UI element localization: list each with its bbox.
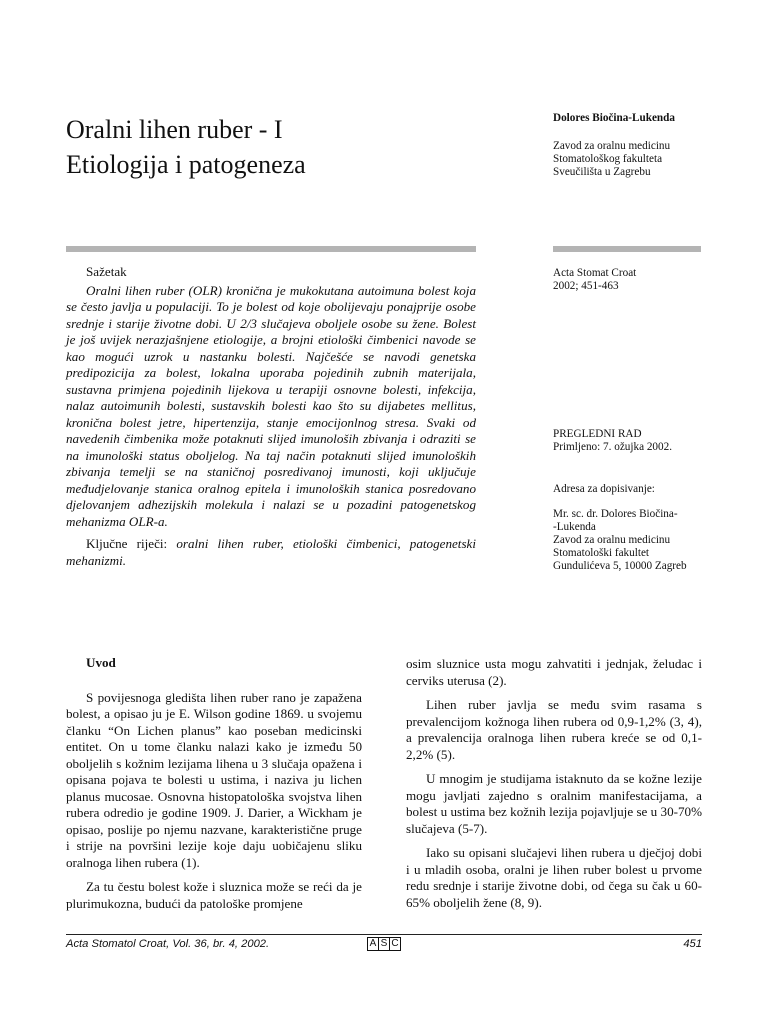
body-paragraph: U mnogim je studijama istaknuto da se kožne lezije mogu javljati zajedno s oralnim manifestacijama, a bolest u ustima bez kožnih lezija pojavljuje se u 30-70% slučajeva (5-7). [406,771,702,836]
header-divider-left [66,246,476,252]
address-line: Zavod za oralnu medicinu [553,534,671,546]
journal-name: Acta Stomat Croat [553,267,637,279]
footer-divider [66,934,702,935]
logo-letter: A [367,937,379,951]
footer-journal-reference: Acta Stomatol Croat, Vol. 36, br. 4, 2002. [66,938,270,950]
body-paragraph: Lihen ruber javlja se među svim rasama s prevalencijom kožnoga lihen rubera od 0,9-1,2% (3, 4), a prevalencija oralnoga lihen rubera kreće se od 0,1-2,2% (5). [406,697,702,762]
body-column-left [66,655,362,920]
abstract-text: Oralni lihen ruber (OLR) kronična je mukokutana autoimuna bolest koja se često javlja u populaciji. To je bolest od koje obolijevaju ponajprije osobe srednje i starije životne dobi. U 2/3 slučajeva oboljele osobe su žene. Bolest je još uvijek nerazjašnjene etiologije, a brojni etiološki čimbenici navode se kao mogući uzrok u nastanku bolesti. Najčešće se navodi genetska predipozicija za bolest, lokalna uporaba pojedinih zubnih materijala, sustavna primjena pojedinih lijekova u terapiji osnovne bolesti, infekcija, nalaz autoimunih bolesti, sustavskih bolesti kao što su dijabetes mellitus, kronična bolest jetre, hipertenzija, stanje emocijonlnog stresa. Svaki od navedenih čimbenika može potaknuti slijed imunološih zbivanja i odraziti se na imunološki status oboljelog. Na taj način potaknuti slijed imunoloških zbivanja temelji se na staničnoj posredivanoj imunosti, koji uključuje međudjelovanje stanica oralnog epitela i imunoloških stanica posredovano djelovanjem adhezijskih molekula i nalazi se u pozadini patogenetskog mehanizma OLR-a. [66,282,476,529]
journal-pages: 2002; 451-463 [553,280,619,292]
title-line-2: Etiologija i patogeneza [66,150,306,179]
logo-letter: C [389,937,401,951]
paper-type-block [553,428,713,454]
section-heading: Uvod [86,655,116,670]
title-line-1: Oralni lihen ruber - I [66,115,283,144]
abstract-heading: Sažetak [86,264,127,279]
affiliation-line: Zavod za oralnu medicinu [553,140,671,152]
address-line: -Lukenda [553,521,596,533]
keywords [66,536,476,569]
body-paragraph-continued: osim sluznice usta mogu zahvatiti i jednjak, želudac i cerviks uterusa (2). [406,656,702,688]
page-number: 451 [683,938,702,950]
address-line: Gundulićeva 5, 10000 Zagreb [553,560,687,572]
correspondence-address [553,508,713,573]
affiliation-line: Sveučilišta u Zagrebu [553,166,651,178]
abstract [66,264,476,569]
body-paragraph: Iako su opisani slučajevi lihen rubera u dječjoj dobi i u mladih osoba, oralni je lihen ruber bolest u prvome redu srednje i starije životne dobi, od čega su čak u 60-65% oboljelih žene (8, 9). [406,845,702,910]
author-name: Dolores Biočina-Lukenda [553,112,675,124]
keywords-text: oralni lihen ruber, etiološki čimbenici, patogenetski mehanizmi. [66,536,476,568]
received-date: Primljeno: 7. ožujka 2002. [553,441,673,453]
affiliation-line: Stomatološkog fakulteta [553,153,663,165]
asc-logo [367,937,400,951]
author-block [553,112,753,179]
paper-type: PREGLEDNI RAD [553,428,642,440]
address-line: Mr. sc. dr. Dolores Biočina- [553,508,678,520]
body-paragraph: Za tu čestu bolest kože i sluznica može se reći da je plurimukozna, budući da patološke promjene [66,879,362,911]
article-title [66,112,506,182]
body-column-right [406,656,702,919]
address-line: Stomatološki fakultet [553,547,650,559]
journal-citation [553,267,713,293]
header-divider-right [553,246,701,252]
logo-letter: S [378,937,390,951]
keywords-label: Ključne riječi: [86,536,168,551]
address-label: Adresa za dopisivanje: [553,483,655,495]
body-paragraph: S povijesnoga gledišta lihen ruber rano je zapažena bolest, a opisao ju je E. Wilson godine 1869. u svojemu članku “On Lichen planus” kao poseban medicinski entitet. On u tome članku nalazi kako je između 50 oboljelih s kožnim lezijama lihena u 3 slučaja opažena i opisana pojava te bolesti u ustima, i naziva ju lichen planus mucosae. Osnovna histopatološka svojstva lihen rubera odredio je godine 1909. J. Darier, a Wickham je opisao, poslije po njemu nazvane, karakteristične pruge i strije na površini lezije koje daju uobičajenu sliku oralnoga lihen rubera (1). [66,689,362,870]
